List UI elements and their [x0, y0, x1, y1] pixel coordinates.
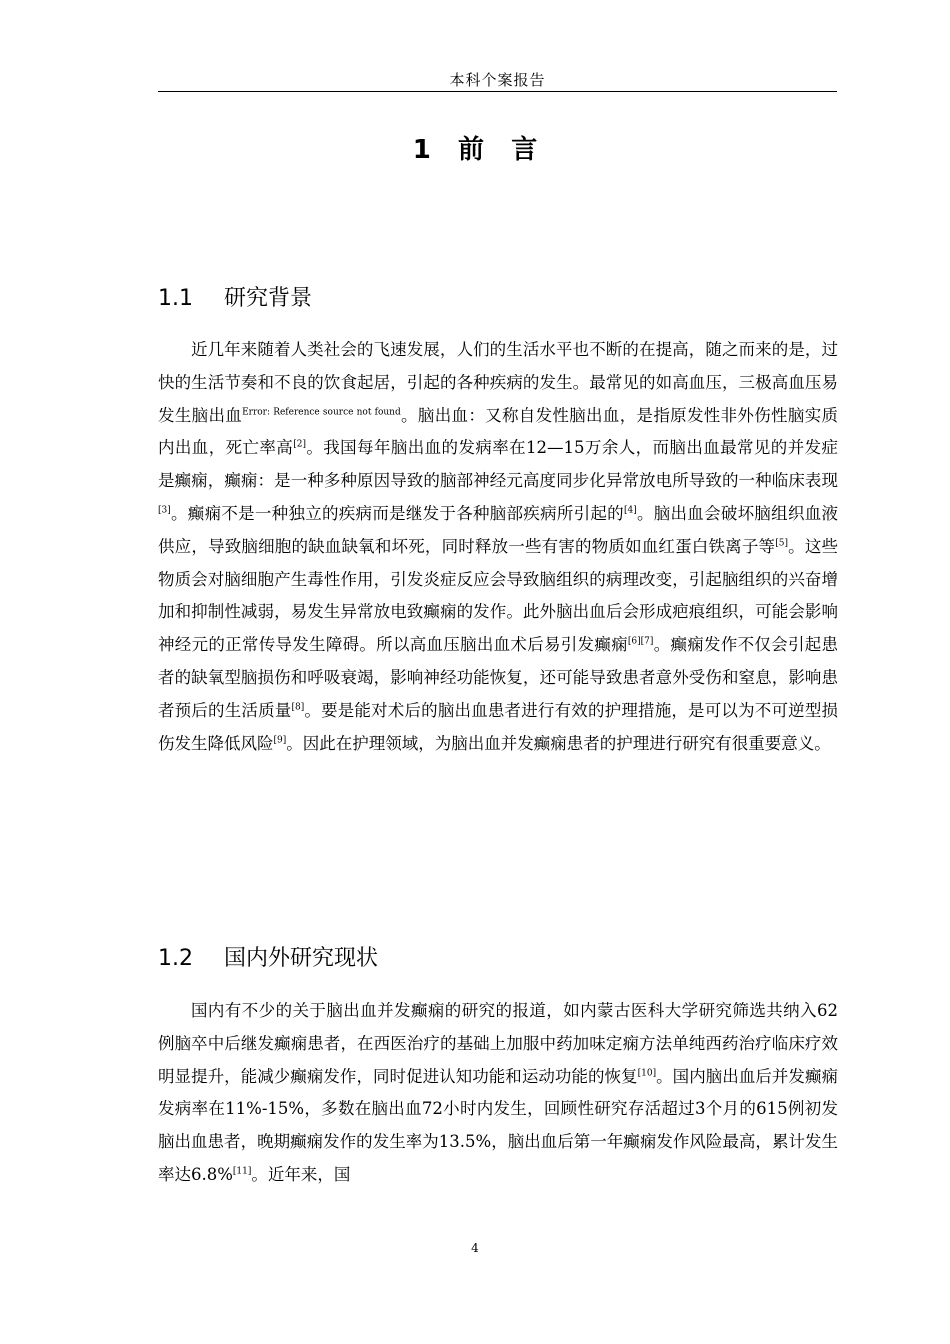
paragraph-text: 。我国每年脑出血的发病率在12—15万余人，而脑出血最常见的并发症是癫痫，癫痫：是一种多种原因导致的脑部神经元高度同步化异常放电所导致的一种临床表现: [158, 438, 839, 491]
paragraph-text: 国内有不少的关于脑出血并发癫痫的研究的报道，如内蒙古医科大学研究筛选共纳入62例脑卒中后继发癫痫患者，在西医治疗的基础上加服中药加味定痫方法单纯西药治疗临床疗效明显提升，能减少癫痫发作，同时促进认知功能和运动功能的恢复: [158, 1001, 838, 1086]
citation-reference: [9]: [273, 735, 287, 746]
paragraph-text: 。因此在护理领域，为脑出血并发癫痫患者的护理进行研究有很重要意义。: [286, 733, 831, 753]
header-title: 本科个案报告: [449, 71, 546, 89]
section-number: 1.2: [158, 946, 193, 971]
section-heading-1-1: [158, 284, 312, 314]
paragraph-text: 。癫痫不是一种独立的疾病而是继发于各种脑部疾病所引起的: [170, 503, 624, 523]
citation-reference: [6]: [627, 636, 641, 647]
paragraph-research-status: [158, 995, 838, 1192]
paragraph-text: 。脑出血：又称自发性脑出血，是指原发性非外伤性脑实质内出血，死亡率高: [158, 405, 839, 458]
chapter-title: 1 前 言: [412, 135, 538, 165]
citation-reference: [2]: [293, 439, 306, 450]
citation-reference: [8]: [291, 702, 305, 713]
paragraph-text: 。要是能对术后的脑出血患者进行有效的护理措施，是可以为不可逆型损伤发生降低风险: [158, 700, 839, 753]
page-header: [158, 70, 837, 92]
citation-reference: [11]: [232, 1166, 252, 1177]
section-number: 1.1: [158, 286, 193, 311]
citation-reference: Error: Reference source not found: [242, 407, 401, 418]
citation-reference: [4]: [623, 505, 637, 516]
paragraph-text: 近几年来随着人类社会的飞速发展，人们的生活水平也不断的在提高，随之而来的是，过快的生活节奏和不良的饮食起居，引起的各种疾病的发生。最常见的如高血压，三极高血压易发生脑出血: [158, 340, 838, 425]
citation-reference: [10]: [637, 1068, 657, 1079]
citation-reference: [7]: [640, 636, 654, 647]
paragraph-research-background: [158, 334, 838, 760]
citation-reference: [5]: [775, 538, 788, 549]
citation-reference: [3]: [158, 505, 171, 516]
section-title: 研究背景: [224, 286, 313, 311]
paragraph-text: 。癫痫发作不仅会引起患者的缺氧型脑损伤和呼吸衰竭，影响神经功能恢复，还可能导致患者意外受伤和窒息，影响患者预后的生活质量: [158, 635, 839, 720]
paragraph-text: 。脑出血会破坏脑组织血液供应，导致脑细胞的缺血缺氧和坏死，同时释放一些有害的物质如血红蛋白铁离子等: [158, 503, 839, 556]
paragraph-text: 。国内脑出血后并发癫痫发病率在11%-15%，多数在脑出血72小时内发生，回顾性研究存活超过3个月的615例初发脑出血患者，晚期癫痫发作的发生率为13.5%，脑出血后第一年癫痫发作风险最高，累计发生率达6.8%: [158, 1066, 839, 1184]
paragraph-text: 。近年来，国: [251, 1164, 351, 1184]
page-number: 4: [471, 1241, 479, 1255]
section-title: 国内外研究现状: [224, 946, 379, 971]
paragraph-text: 。这些物质会对脑细胞产生毒性作用，引发炎症反应会导致脑组织的病理改变，引起脑组织的兴奋增加和抑制性减弱，易发生异常放电致癫痫的发作。此外脑出血后会形成疤痕组织，可能会影响神经元的正常传导发生障碍。所以高血压脑出血术后易引发癫痫: [158, 536, 839, 655]
section-heading-1-2: [158, 944, 378, 974]
